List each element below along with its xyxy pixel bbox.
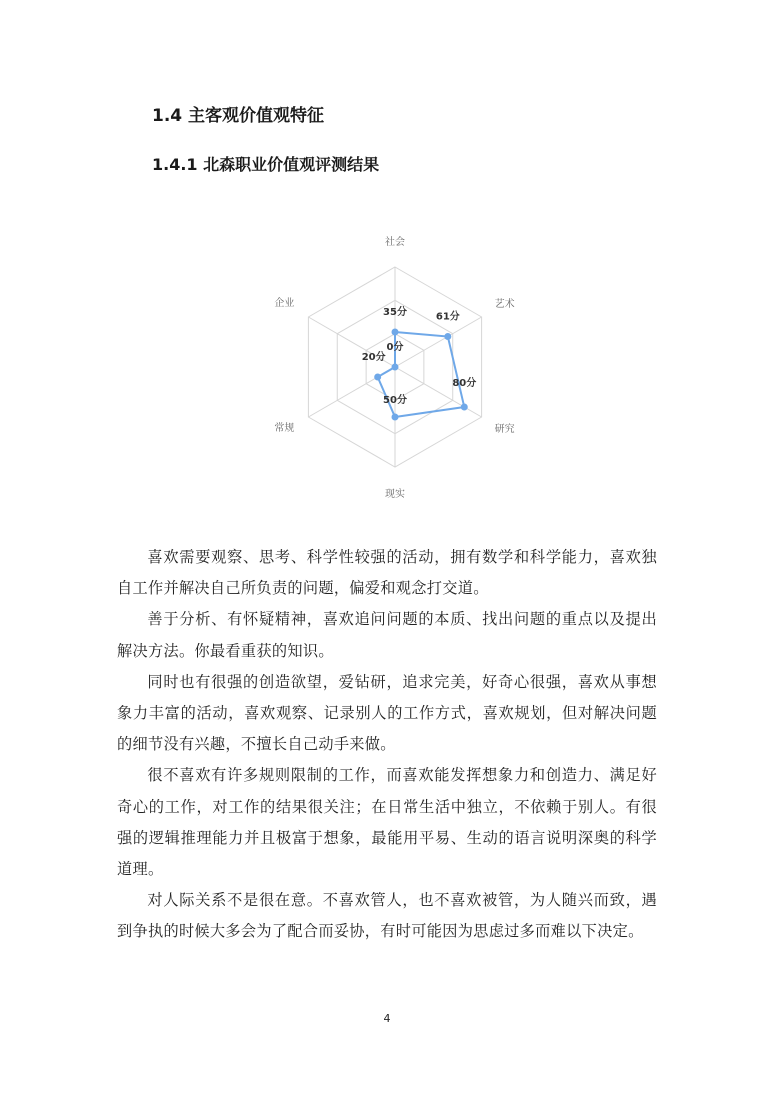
- section-title: 1.4 主客观价值观特征: [152, 106, 325, 126]
- axis-label-6: 企业: [274, 298, 295, 309]
- value-label-1: 35分: [383, 307, 407, 318]
- axis-label-4: 现实: [385, 489, 405, 500]
- data-point-3: [461, 404, 468, 411]
- paragraph-1: 喜欢需要观察、思考、科学性较强的活动，拥有数学和科学能力，喜欢独自工作并解决自己所负责的问题，偏爱和观念打交道。: [117, 548, 657, 598]
- page-number: 4: [383, 1012, 391, 1025]
- value-label-2: 61分: [435, 311, 460, 323]
- paragraph-5: 对人际关系不是很在意。不喜欢管人，也不喜欢被管，为人随兴而致，遇到争执的时候大多会为了配合而妥协，有时可能因为思虑过多而难以下决定。: [117, 891, 657, 941]
- data-point-4: [392, 414, 399, 421]
- paragraph-4: 很不喜欢有许多规则限制的工作，而喜欢能发挥想象力和创造力、满足好奇心的工作，对工作的结果很关注；在日常生活中独立，不依赖于别人。有很强的逻辑推理能力并且极富于想象，最能用平易、生动的语言说明深奥的科学道理。: [117, 766, 657, 879]
- paragraph-3: 同时也有很强的创造欲望，爱钻研，追求完美，好奇心很强，喜欢从事想象力丰富的活动，喜欢观察、记录别人的工作方式，喜欢规划，但对解决问题的细节没有兴趣，不擅长自己动手来做。: [117, 672, 657, 754]
- subsection-title: 1.4.1 北森职业价值观评测结果: [152, 155, 380, 174]
- axis-label-2: 艺术: [494, 299, 515, 310]
- value-label-3: 80分: [452, 378, 477, 389]
- axis-line-3: [395, 367, 482, 417]
- axis-label-3: 研究: [494, 424, 515, 435]
- data-point-1: [392, 329, 399, 336]
- body-text: [117, 542, 657, 948]
- data-point-5: [374, 374, 381, 381]
- value-label-5: 20分: [361, 352, 386, 363]
- radar-chart: [250, 225, 540, 500]
- value-label-6: 0分: [386, 342, 404, 353]
- value-label-4: 50分: [383, 395, 407, 406]
- axis-label-1: 社会: [385, 237, 405, 248]
- axis-line-2: [395, 317, 482, 367]
- axis-label-5: 常规: [274, 423, 295, 434]
- data-point-2: [444, 333, 451, 340]
- paragraph-2: 善于分析、有怀疑精神，喜欢追问问题的本质、找出问题的重点以及提出解决方法。你最看重获的知识。: [117, 610, 657, 660]
- data-point-6: [392, 364, 399, 371]
